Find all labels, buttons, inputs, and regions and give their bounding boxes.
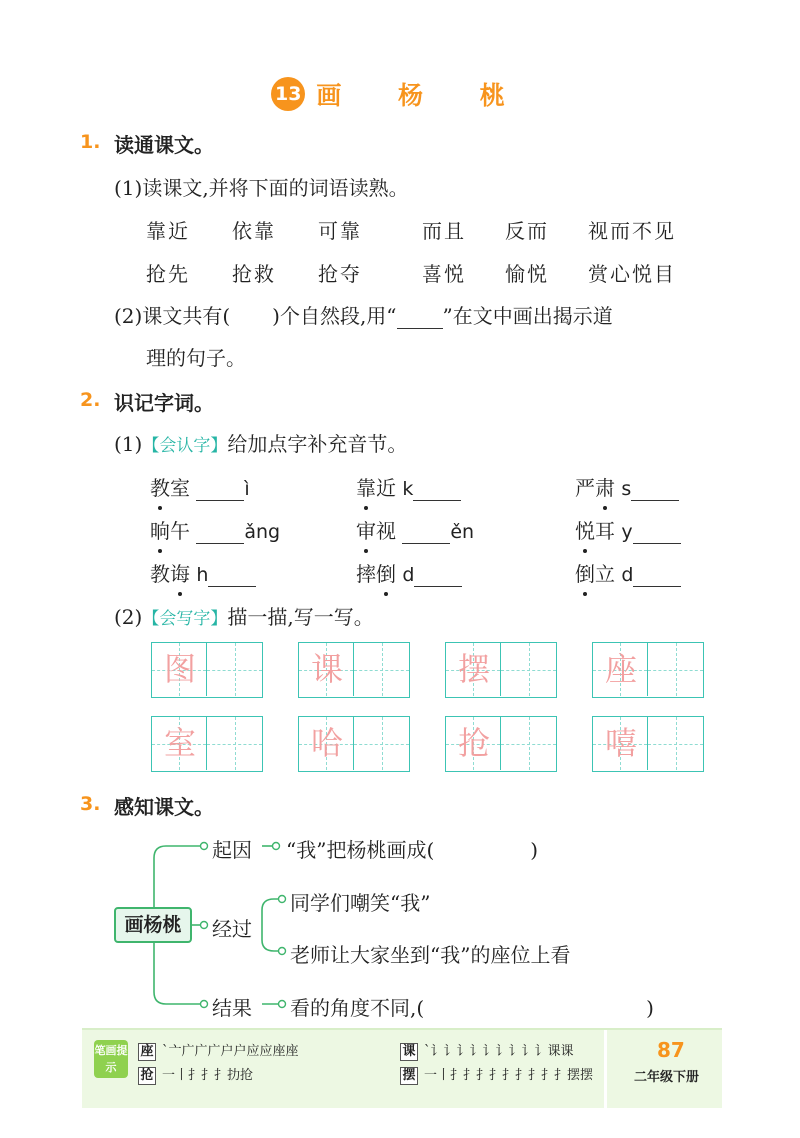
- trace-char: 抢: [457, 724, 490, 762]
- word: 抢先: [146, 262, 190, 286]
- trace-cell[interactable]: [152, 717, 207, 770]
- section-2-title: 识记字词。: [114, 391, 214, 415]
- lesson-number-badge: 13: [271, 77, 305, 111]
- section-3-number: 3.: [80, 793, 101, 815]
- char: 室: [170, 476, 190, 500]
- section-1-number: 1.: [80, 131, 101, 153]
- pinyin-hint: y: [621, 521, 633, 543]
- stroke-tip-badge: 笔画提示: [94, 1040, 128, 1078]
- char-dotted: 倒: [376, 558, 396, 587]
- char-dotted: 审: [356, 515, 376, 544]
- stroke-seq: 一丨扌扌扌扌扌扌扌扌扌摆摆: [424, 1068, 594, 1083]
- book-label: 二年级下册: [634, 1070, 700, 1085]
- trace-cell[interactable]: [446, 643, 501, 696]
- pinyin-hint: ì: [244, 478, 250, 500]
- trace-cell[interactable]: [446, 717, 501, 770]
- trace-cell[interactable]: [299, 717, 354, 770]
- section-1-q2-line2: 理的句子。: [146, 346, 246, 370]
- section-1-q1: (1)读课文,并将下面的词语读熟。: [114, 176, 409, 200]
- stroke-char: 课: [400, 1043, 418, 1061]
- trace-char: 哈: [310, 724, 343, 762]
- q2-part1: (2)课文共有(: [114, 304, 231, 328]
- word: 反而: [505, 219, 549, 243]
- q2-prefix: (2): [114, 605, 143, 629]
- trace-cell[interactable]: [593, 643, 648, 696]
- word: 可靠: [318, 219, 362, 243]
- stroke-order: [400, 1064, 593, 1085]
- trace-cell[interactable]: [299, 643, 354, 696]
- stroke-order: [138, 1064, 253, 1085]
- trace-cell[interactable]: [152, 643, 207, 696]
- char-dotted: 肃: [595, 472, 615, 501]
- stroke-seq: 一丨扌扌扌扐抢: [162, 1068, 254, 1083]
- stroke-seq: `亠广广广户户应应座座: [162, 1044, 299, 1059]
- mind-map-result-text: [290, 992, 654, 1021]
- q2-part3: ”在文中画出揭示道: [442, 304, 613, 328]
- tag-recognize: 【会认字】: [142, 436, 228, 456]
- word: 喜悦: [422, 262, 466, 286]
- word: 愉悦: [505, 262, 549, 286]
- pinyin-hint: d: [402, 564, 415, 586]
- cause-close: ): [530, 838, 539, 862]
- result-close: ): [646, 996, 654, 1020]
- char: 近: [376, 476, 396, 500]
- word: 视而不见: [588, 219, 676, 243]
- section-1-title: 读通课文。: [114, 133, 214, 157]
- trace-char: 摆: [457, 650, 490, 688]
- pinyin-hint: ǎng: [244, 521, 281, 543]
- trace-char: 室: [163, 724, 196, 762]
- char: 教: [150, 562, 170, 586]
- footer-divider: [604, 1030, 607, 1110]
- trace-char: 课: [310, 650, 343, 688]
- q2-text: 描一描,写一写。: [227, 605, 374, 629]
- mind-map-center: 画杨桃: [114, 907, 192, 943]
- trace-char: 座: [604, 650, 637, 688]
- mind-map-process-1: 同学们嘲笑“我”: [290, 891, 431, 915]
- char-dotted: 靠: [356, 472, 376, 501]
- char: 视: [376, 519, 396, 543]
- q1-prefix: (1): [114, 432, 143, 456]
- char-dotted: 晌: [150, 515, 170, 544]
- mind-map-result-label: 结果: [212, 996, 252, 1020]
- char-dotted: 悦: [575, 515, 595, 544]
- word: 依靠: [232, 219, 276, 243]
- word: 而且: [422, 219, 466, 243]
- word: 赏心悦目: [588, 262, 676, 286]
- mind-map-cause-label: 起因: [212, 838, 252, 862]
- char: 摔: [356, 562, 376, 586]
- page-number: 87: [657, 1038, 685, 1062]
- stroke-order: [400, 1040, 574, 1061]
- pinyin-hint: s: [621, 478, 632, 500]
- q1-text: 给加点字补充音节。: [227, 432, 408, 456]
- pinyin-hint: h: [196, 564, 209, 586]
- result-text: 看的角度不同,(: [290, 996, 425, 1020]
- char-dotted: 倒: [575, 558, 595, 587]
- footer-stroke-tips: [82, 1028, 722, 1108]
- word: 抢夺: [318, 262, 362, 286]
- pinyin-hint: ěn: [450, 521, 475, 543]
- char-dotted: 诲: [170, 558, 190, 587]
- section-2-number: 2.: [80, 389, 101, 411]
- word: 靠近: [146, 219, 190, 243]
- char: 立: [595, 562, 615, 586]
- pinyin-hint: k: [402, 478, 414, 500]
- mind-map-cause-text: [286, 834, 538, 863]
- cause-text: “我”把杨桃画成(: [286, 838, 435, 862]
- pinyin-hint: d: [621, 564, 634, 586]
- stroke-seq: `讠讠讠讠讠讠讠讠讠课课: [424, 1044, 574, 1059]
- char: 严: [575, 476, 595, 500]
- q2-part2: )个自然段,用“: [272, 304, 397, 328]
- mind-map-process-label: 经过: [212, 917, 252, 941]
- stroke-char: 摆: [400, 1067, 418, 1085]
- word: 抢救: [232, 262, 276, 286]
- lesson-title-text: 画 杨 桃: [316, 81, 529, 110]
- tag-write: 【会写字】: [142, 609, 228, 629]
- char-dotted: 教: [150, 472, 170, 501]
- trace-char: 嘻: [604, 724, 637, 762]
- section-3-title: 感知课文。: [114, 795, 214, 819]
- char: 午: [170, 519, 190, 543]
- trace-char: 图: [163, 650, 196, 688]
- mind-map-process-2: 老师让大家坐到“我”的座位上看: [290, 943, 571, 967]
- stroke-char: 座: [138, 1043, 156, 1061]
- stroke-char: 抢: [138, 1067, 156, 1085]
- trace-cell[interactable]: [593, 717, 648, 770]
- stroke-order: [138, 1040, 299, 1061]
- char: 耳: [595, 519, 615, 543]
